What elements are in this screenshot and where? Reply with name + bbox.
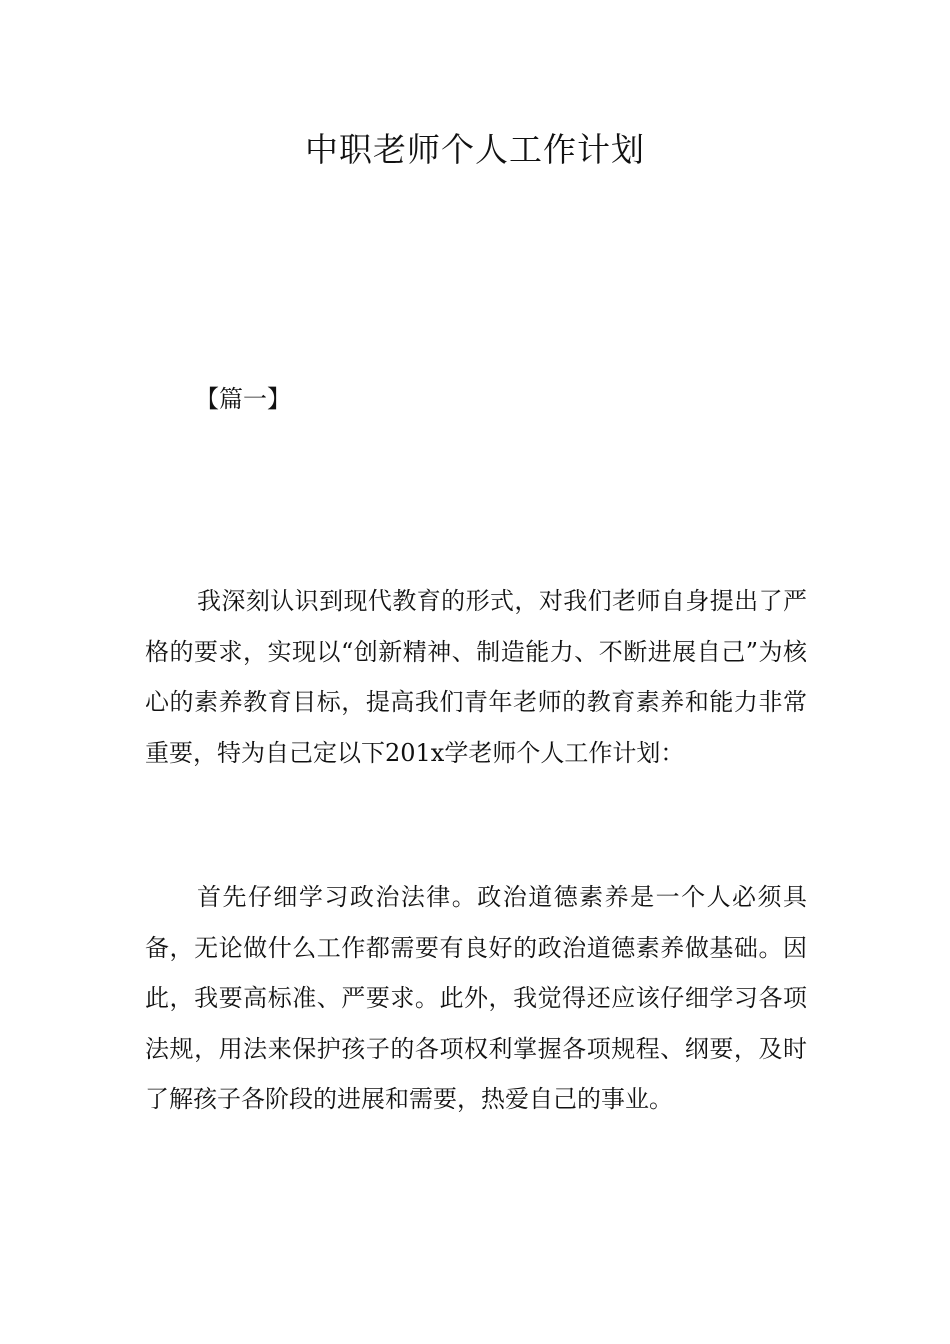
body-paragraph-2: 首先仔细学习政治法律。政治道德素养是一个人必须具备，无论做什么工作都需要有良好的政治道德素养做基础。因此，我要高标准、严要求。此外，我觉得还应该仔细学习各项法规，用法来保护孩子的各项权利掌握各项规程、纲要，及时了解孩子各阶段的进展和需要，热爱自己的事业。 [145,883,807,1113]
section-heading: 【篇一】 [195,385,291,413]
body-paragraph-1: 我深刻认识到现代教育的形式，对我们老师自身提出了严格的要求，实现以“创新精神、制造能力、不断进展自己”为核心的素养教育目标，提高我们青年老师的教育素养和能力非常重要，特为自己定以下201x学老师个人工作计划： [145,587,807,767]
document-title: 中职老师个人工作计划 [305,130,645,169]
